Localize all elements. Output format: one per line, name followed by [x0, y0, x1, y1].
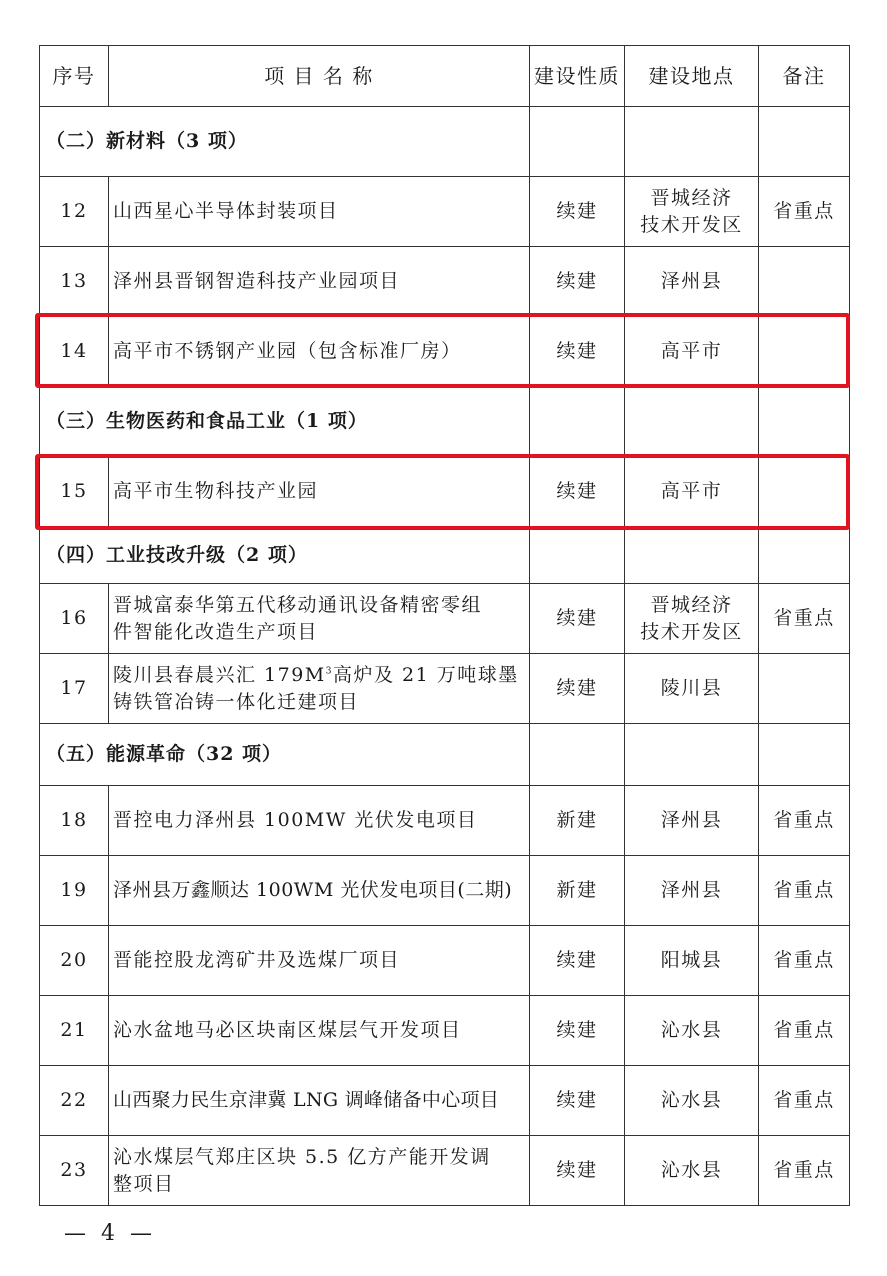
- table-header-row: [40, 46, 850, 107]
- empty-cell: [759, 527, 850, 584]
- nature-cell: 续建: [530, 1066, 625, 1136]
- location-cell: 泽州县: [625, 786, 759, 856]
- name-line: 晋城富泰华第五代移动通讯设备精密零组: [113, 593, 483, 616]
- header-nature: 建设性质: [530, 46, 625, 107]
- empty-cell: [759, 387, 850, 457]
- seq-cell: 22: [40, 1066, 109, 1136]
- name-line: 铸铁管冶铸一体化迁建项目: [113, 690, 360, 713]
- name-cell: 泽州县晋钢智造科技产业园项目: [109, 247, 530, 317]
- location-cell: 沁水县: [625, 996, 759, 1066]
- table-row: [40, 1136, 850, 1206]
- remark-cell: 省重点: [759, 996, 850, 1066]
- project-table: [39, 45, 850, 1206]
- section-row: [40, 527, 850, 584]
- location-cell: 陵川县: [625, 654, 759, 724]
- seq-cell: 14: [40, 317, 109, 387]
- section-row: [40, 107, 850, 177]
- nature-cell: 续建: [530, 1136, 625, 1206]
- remark-cell: 省重点: [759, 1136, 850, 1206]
- seq-cell: 19: [40, 856, 109, 926]
- table-row: [40, 317, 850, 387]
- location-cell: 泽州县: [625, 856, 759, 926]
- name-cell: [109, 654, 530, 724]
- seq-cell: 21: [40, 996, 109, 1066]
- nature-cell: 续建: [530, 317, 625, 387]
- table-row: [40, 926, 850, 996]
- remark-cell: 省重点: [759, 177, 850, 247]
- empty-cell: [625, 527, 759, 584]
- table-row: [40, 584, 850, 654]
- location-cell: 阳城县: [625, 926, 759, 996]
- empty-cell: [625, 387, 759, 457]
- empty-cell: [625, 724, 759, 786]
- page-number: — 4 —: [64, 1221, 156, 1246]
- seq-cell: 23: [40, 1136, 109, 1206]
- empty-cell: [759, 107, 850, 177]
- table-row: [40, 786, 850, 856]
- seq-cell: 18: [40, 786, 109, 856]
- section-label: （四）工业技改升级（2 项）: [40, 527, 530, 584]
- header-seq: 序号: [40, 46, 109, 107]
- name-cell: 山西星心半导体封装项目: [109, 177, 530, 247]
- empty-cell: [530, 724, 625, 786]
- empty-cell: [530, 107, 625, 177]
- table-row: [40, 247, 850, 317]
- empty-cell: [759, 724, 850, 786]
- table-row: [40, 1066, 850, 1136]
- table-row: [40, 856, 850, 926]
- header-name: 项 目 名 称: [109, 46, 530, 107]
- remark-cell: 省重点: [759, 1066, 850, 1136]
- name-cell: 晋控电力泽州县 100MW 光伏发电项目: [109, 786, 530, 856]
- table-row: [40, 177, 850, 247]
- location-cell: [625, 177, 759, 247]
- name-text: 陵川县春晨兴汇 179M: [113, 663, 326, 686]
- name-line: 件智能化改造生产项目: [113, 620, 319, 643]
- remark-cell: [759, 457, 850, 527]
- nature-cell: 新建: [530, 786, 625, 856]
- remark-cell: [759, 654, 850, 724]
- location-line: 晋城经济: [650, 186, 733, 209]
- name-text: 高炉及 21 万吨球墨: [333, 663, 519, 686]
- name-line: 沁水煤层气郑庄区块 5.5 亿方产能开发调: [113, 1145, 491, 1168]
- header-remark: 备注: [759, 46, 850, 107]
- name-cell: 泽州县万鑫顺达 100WM 光伏发电项目(二期): [109, 856, 530, 926]
- seq-cell: 20: [40, 926, 109, 996]
- table-row: [40, 457, 850, 527]
- name-cell: 晋能控股龙湾矿井及选煤厂项目: [109, 926, 530, 996]
- remark-cell: 省重点: [759, 786, 850, 856]
- location-cell: [625, 584, 759, 654]
- name-cell: 高平市生物科技产业园: [109, 457, 530, 527]
- location-cell: 高平市: [625, 317, 759, 387]
- table-row: [40, 654, 850, 724]
- header-location: 建设地点: [625, 46, 759, 107]
- location-line: 技术开发区: [640, 620, 743, 643]
- location-cell: 沁水县: [625, 1066, 759, 1136]
- nature-cell: 续建: [530, 654, 625, 724]
- remark-cell: 省重点: [759, 584, 850, 654]
- name-line: 整项目: [113, 1172, 175, 1195]
- name-cell: 山西聚力民生京津冀 LNG 调峰储备中心项目: [109, 1066, 530, 1136]
- name-cell: [109, 1136, 530, 1206]
- table-row: [40, 996, 850, 1066]
- seq-cell: 16: [40, 584, 109, 654]
- name-cell: 沁水盆地马必区块南区煤层气开发项目: [109, 996, 530, 1066]
- nature-cell: 续建: [530, 996, 625, 1066]
- section-row: [40, 387, 850, 457]
- name-cell: 高平市不锈钢产业园（包含标准厂房）: [109, 317, 530, 387]
- seq-cell: 17: [40, 654, 109, 724]
- nature-cell: 新建: [530, 856, 625, 926]
- nature-cell: 续建: [530, 584, 625, 654]
- seq-cell: 15: [40, 457, 109, 527]
- empty-cell: [625, 107, 759, 177]
- section-label: （三）生物医药和食品工业（1 项）: [40, 387, 530, 457]
- remark-cell: 省重点: [759, 856, 850, 926]
- remark-cell: [759, 247, 850, 317]
- remark-cell: 省重点: [759, 926, 850, 996]
- nature-cell: 续建: [530, 177, 625, 247]
- nature-cell: 续建: [530, 926, 625, 996]
- remark-cell: [759, 317, 850, 387]
- seq-cell: 13: [40, 247, 109, 317]
- section-label: （二）新材料（3 项）: [40, 107, 530, 177]
- location-line: 晋城经济: [650, 593, 733, 616]
- location-cell: 沁水县: [625, 1136, 759, 1206]
- nature-cell: 续建: [530, 457, 625, 527]
- nature-cell: 续建: [530, 247, 625, 317]
- section-label: （五）能源革命（32 项）: [40, 724, 530, 786]
- empty-cell: [530, 527, 625, 584]
- location-cell: 高平市: [625, 457, 759, 527]
- section-row: [40, 724, 850, 786]
- empty-cell: [530, 387, 625, 457]
- location-cell: 泽州县: [625, 247, 759, 317]
- location-line: 技术开发区: [640, 213, 743, 236]
- seq-cell: 12: [40, 177, 109, 247]
- name-cell: [109, 584, 530, 654]
- superscript: 3: [325, 666, 333, 677]
